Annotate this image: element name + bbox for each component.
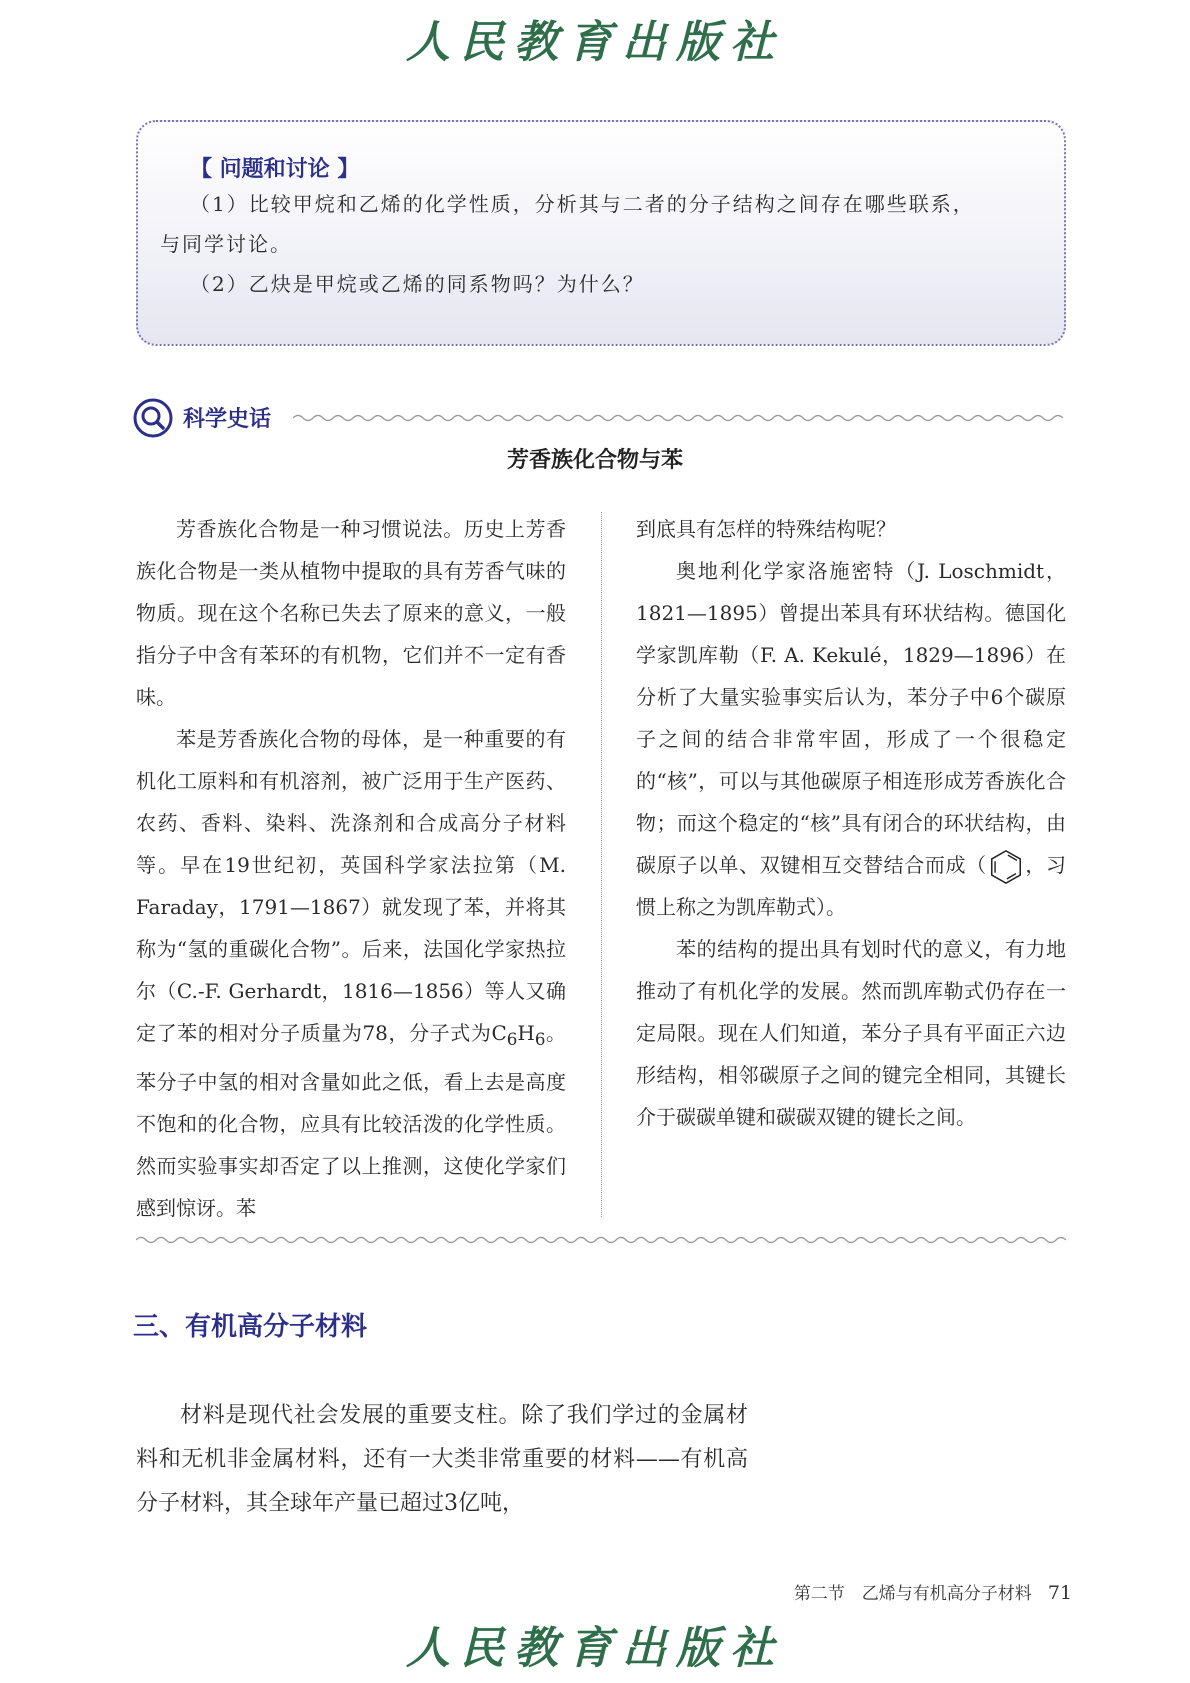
article-paragraph: 苯的结构的提出具有划时代的意义，有力地推动了有机化学的发展。然而凯库勒式仍存在一定局限。现在人们知道，苯分子具有平面正六边形结构，相邻碳原子之间的键完全相同，其键长介于碳碳单键和碳碳双键的键长之间。 [636,937,1066,1129]
article-paragraph [636,550,1066,928]
formula-element-c: C [491,1021,507,1045]
discussion-question-1: （1）比较甲烷和乙烯的化学性质，分析其与二者的分子结构之间存在哪些联系， [190,192,975,216]
publisher-watermark-bottom: 人民教育出版社 [406,1623,784,1674]
science-history-header [133,396,1068,440]
article-column-right [636,508,1066,1138]
article-paragraph: 芳香族化合物是一种习惯说法。历史上芳香族化合物是一类从植物中提取的具有芳香气味的物质。现在这个名称已失去了原来的意义，一般指分子中含有苯环的有机物，它们并不一定有香味。 [136,517,566,709]
discussion-title: 【 问题和讨论 】 [190,157,360,182]
page-footer [794,1579,1072,1604]
section-heading: 三、有机高分子材料 [133,1312,368,1342]
paragraph-text: 。苯分子中氢的相对含量如此之低，看上去是高度不饱和的化合物，应具有比较活泼的化学性质。然而实验事实却否定了以上推测，这使化学家们感到惊讶。苯 [136,1021,567,1220]
benzene-ring-icon [987,848,1025,886]
formula-subscript-c: 6 [506,1030,518,1049]
discussion-box [136,120,1066,346]
formula-element-h: H [517,1021,535,1045]
wavy-divider-top [293,410,1068,426]
article-paragraph [136,718,566,1229]
discussion-question-2: （2）乙炔是甲烷或乙烯的同系物吗？为什么？ [190,272,645,296]
article-column-left [136,508,566,1229]
formula-subscript-h: 6 [534,1030,546,1049]
section-paragraph: 材料是现代社会发展的重要支柱。除了我们学过的金属材料和无机非金属材料，还有一大类非常重要的材料——有机高分子材料，其全球年产量已超过3亿吨， [136,1403,748,1516]
article-paragraph: 到底具有怎样的特殊结构呢？ [636,517,896,541]
column-divider [601,512,602,1217]
article-title: 芳香族化合物与苯 [506,448,683,473]
paragraph-text: 奥地利化学家洛施密特（J. Loschmidt，1821—1895）曾提出苯具有环状结构。德国化学家凯库勒（F. A. Kekulé，1829—1896）在分析了大量实验事实后认为，苯分子中6个碳原子之间的结合非常牢固，形成了一个很稳定的“核”，可以与其他碳原子相连形成芳香族化合物；而这个稳定的“核”具有闭合的环状结构，由碳原子以单、双键相互交替结合而成（ [636,559,1066,877]
benzene-formula [491,1021,546,1049]
magnifier-icon [133,398,173,438]
paragraph-text: ，习惯上称之为凯库勒式）。 [636,853,1067,919]
discussion-question-1-cont: 与同学讨论。 [160,232,292,256]
paragraph-text: 苯是芳香族化合物的母体，是一种重要的有机化工原料和有机溶剂，被广泛用于生产医药、农药、香料、染料、洗涤剂和合成高分子材料等。早在19世纪初，英国科学家法拉第（M. Faraday，1791—1867）就发现了苯，并将其称为“氢的重碳化合物”。后来，法国化学家热拉尔（C.-F. Gerhardt，1816—1856）等人又确定了苯的相对分子质量为78，分子式为 [136,727,566,1045]
section-body [136,1394,748,1526]
science-history-label: 科学史话 [183,407,272,432]
wavy-divider-bottom [136,1232,1068,1248]
publisher-watermark-top: 人民教育出版社 [406,17,784,68]
footer-chapter: 第二节 乙烯与有机高分子材料 [793,1584,1032,1604]
page-number: 71 [1047,1582,1072,1604]
